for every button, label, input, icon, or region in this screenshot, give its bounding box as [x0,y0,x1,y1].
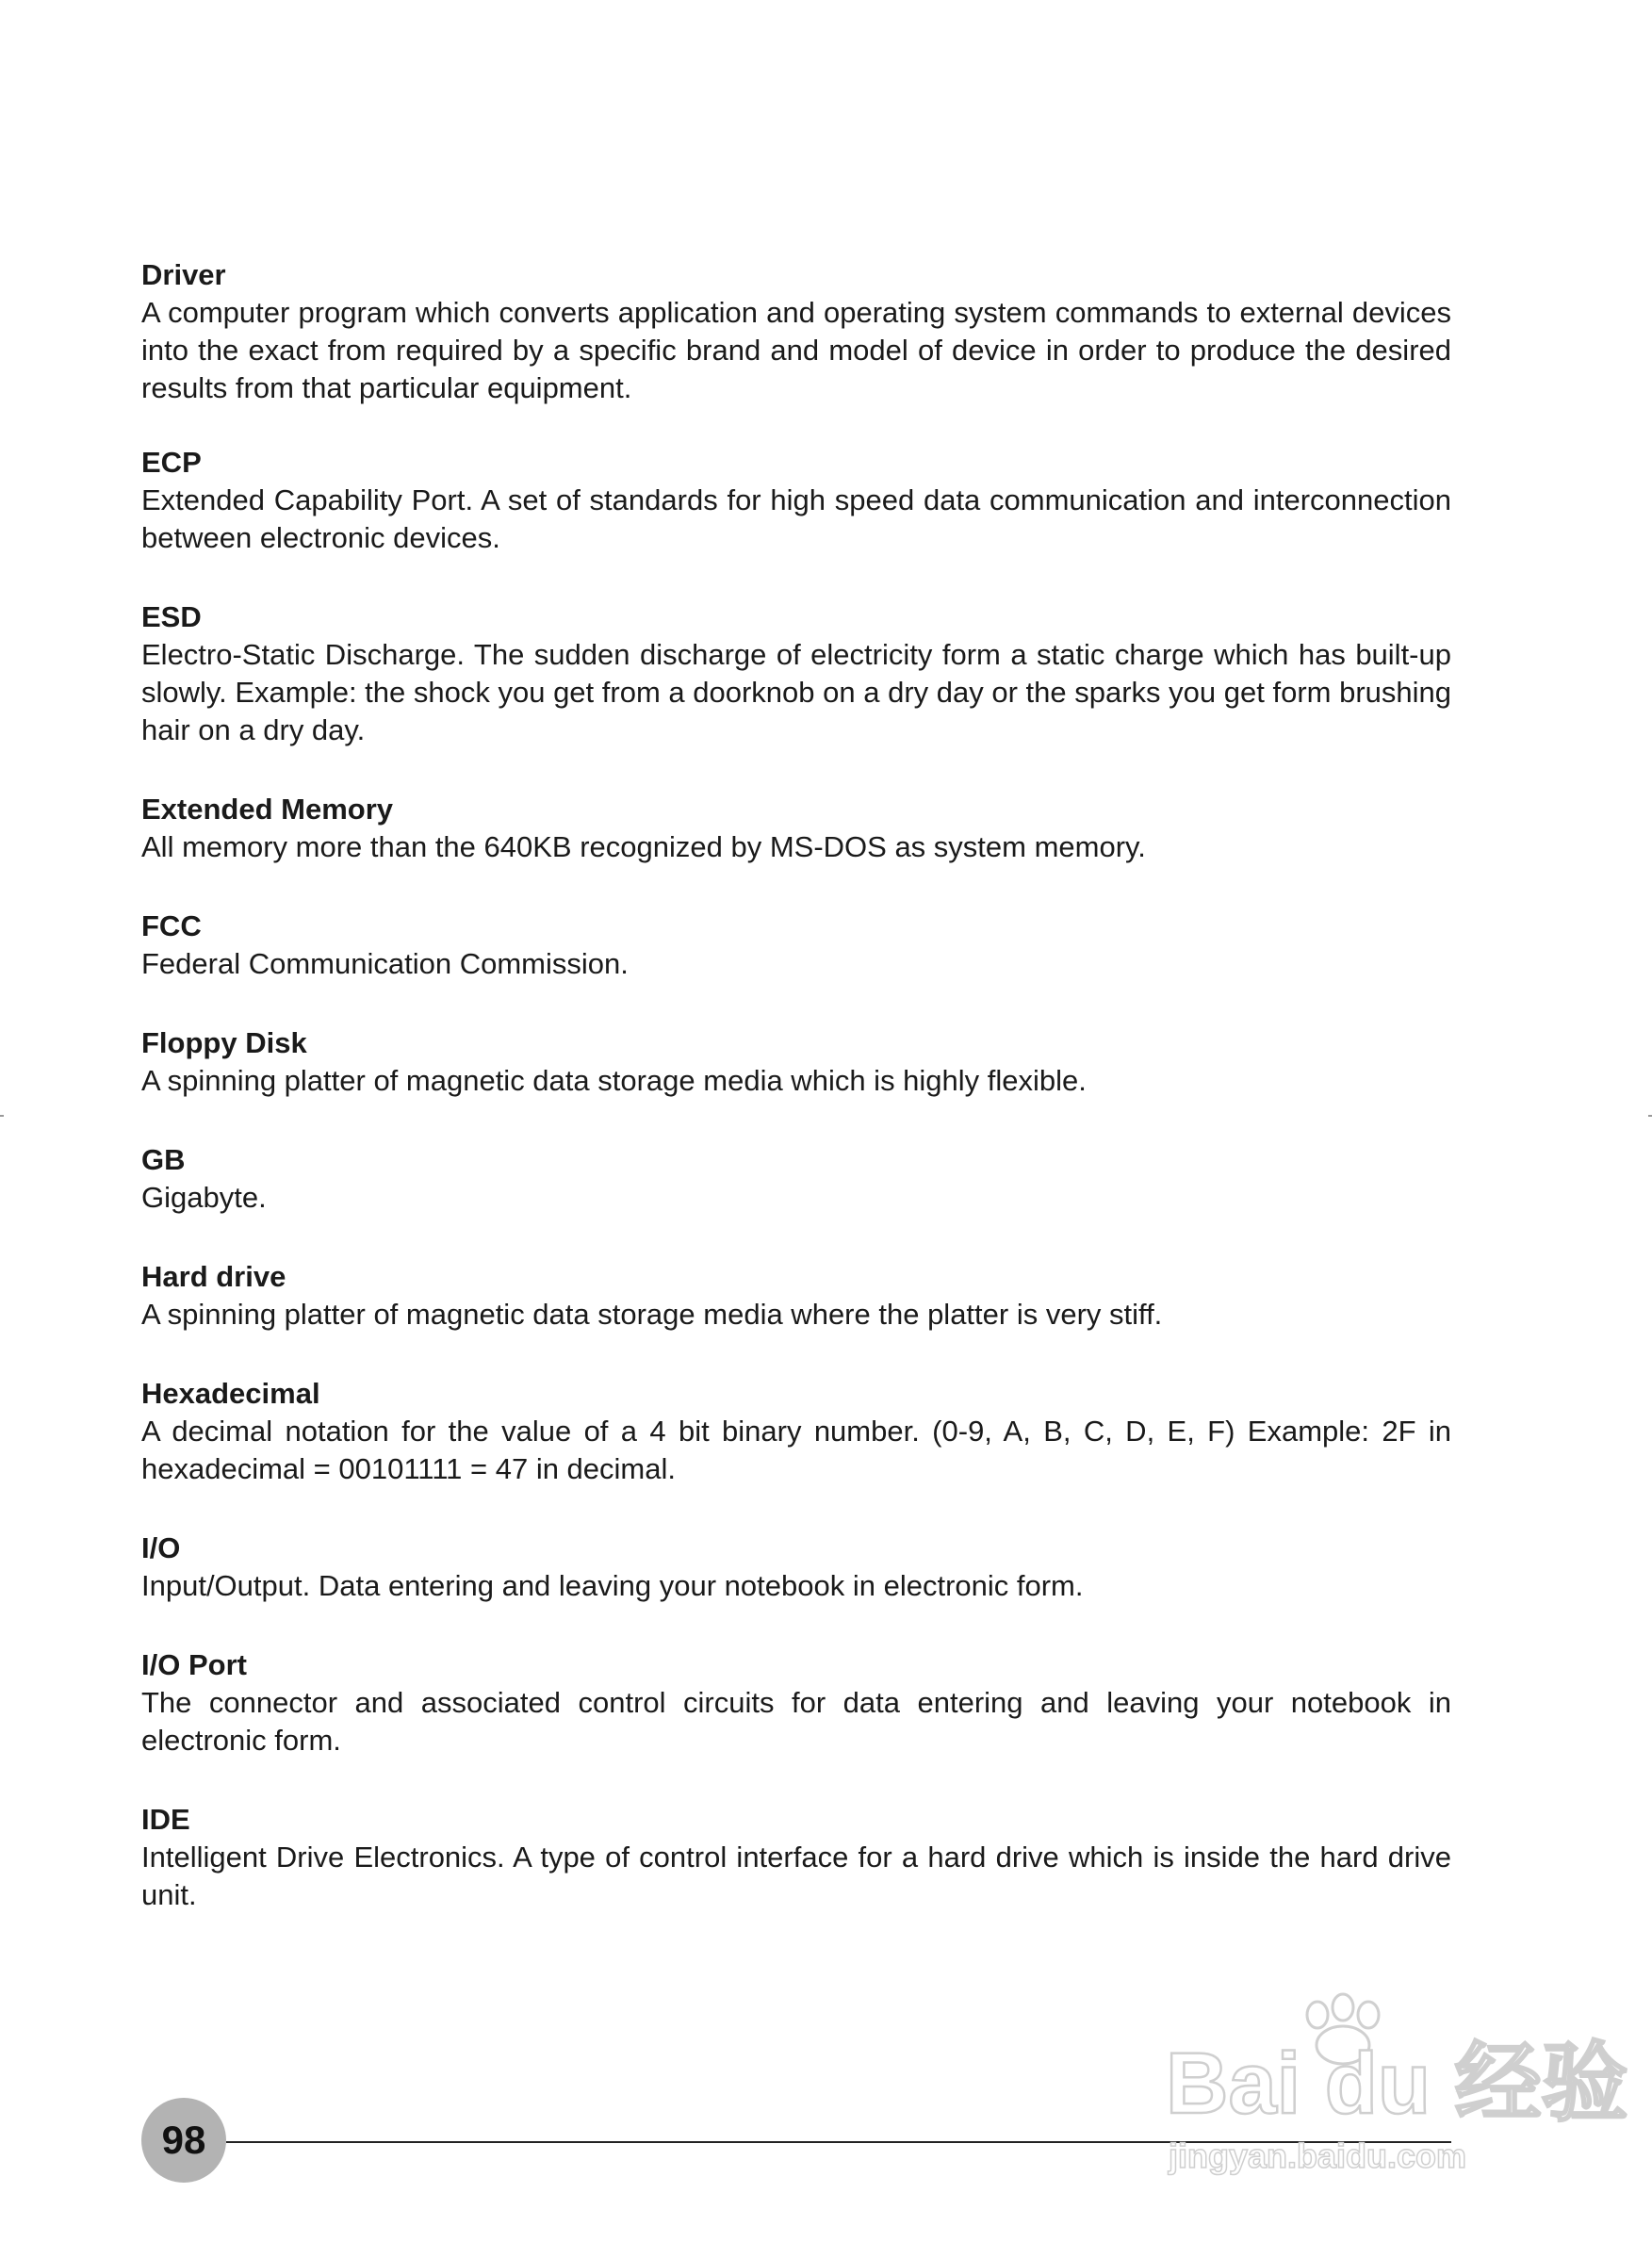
paw-toe-icon [1333,1994,1353,2021]
glossary-definition: Input/Output. Data entering and leaving your notebook in electronic form. [141,1569,1084,1602]
glossary-entry-floppy-disk [141,1024,1451,1100]
glossary-term: ECP [141,446,202,479]
glossary-term: Hexadecimal [141,1377,320,1410]
glossary-term: GB [141,1143,186,1176]
glossary-definition: The connector and associated control circuits for data entering and leaving your notebook in electronic form. [141,1686,1451,1757]
glossary-entry-gb [141,1141,1451,1217]
glossary-term: IDE [141,1803,190,1836]
glossary-term: Driver [141,258,226,291]
glossary-list [141,256,1451,1914]
glossary-definition: A spinning platter of magnetic data storage media which is highly flexible. [141,1064,1087,1097]
paw-toe-icon [1358,2002,1379,2028]
glossary-entry-io-port [141,1646,1451,1759]
glossary-definition: A decimal notation for the value of a 4 bit binary number. (0-9, A, B, C, D, E, F) Example: 2F in hexadecimal = 00101111 = 47 in decimal. [141,1415,1451,1485]
glossary-entry-driver [141,256,1451,407]
glossary-entry-fcc [141,908,1451,983]
glossary-definition: A computer program which converts application and operating system commands to external devices into the exact from required by a specific brand and model of device in order to produce the desired results from that particular equipment. [141,296,1451,404]
glossary-entry-ecp [141,444,1451,557]
right-edge-mark [1648,1115,1652,1117]
left-edge-mark [0,1115,4,1117]
glossary-definition: Gigabyte. [141,1181,267,1214]
glossary-entry-hard-drive [141,1258,1451,1334]
glossary-definition: All memory more than the 640KB recognized by MS-DOS as system memory. [141,830,1146,863]
watermark-brand: Bai du 经验 [1166,2036,1628,2132]
glossary-term: Extended Memory [141,793,394,826]
glossary-definition: Intelligent Drive Electronics. A type of control interface for a hard drive which is inside the hard drive unit. [141,1841,1451,1911]
glossary-term: Hard drive [141,1260,286,1293]
glossary-definition: A spinning platter of magnetic data storage media where the platter is very stiff. [141,1298,1163,1331]
glossary-entry-io [141,1530,1451,1605]
glossary-term: Floppy Disk [141,1026,307,1059]
glossary-term: I/O [141,1531,181,1564]
glossary-term: ESD [141,600,202,633]
watermark-url: jingyan.baidu.com [1169,2136,1467,2175]
glossary-definition: Extended Capability Port. A set of standards for high speed data communication and interconnection between electronic devices. [141,483,1451,554]
paw-toe-icon [1307,2002,1328,2028]
glossary-entry-ide [141,1801,1451,1914]
glossary-definition: Electro-Static Discharge. The sudden discharge of electricity form a static charge which has built-up slowly. Example: the shock you get from a doorknob on a dry day or the sparks you get form brushing hair on a dry day. [141,638,1451,746]
glossary-entry-hexadecimal [141,1375,1451,1488]
glossary-term: FCC [141,909,202,942]
glossary-entry-extended-memory [141,791,1451,866]
page-number: 98 [141,2098,226,2183]
glossary-term: I/O Port [141,1648,247,1681]
baidu-jingyan-watermark-logo [1164,1988,1628,2177]
glossary-definition: Federal Communication Commission. [141,947,629,980]
glossary-entry-esd [141,598,1451,749]
